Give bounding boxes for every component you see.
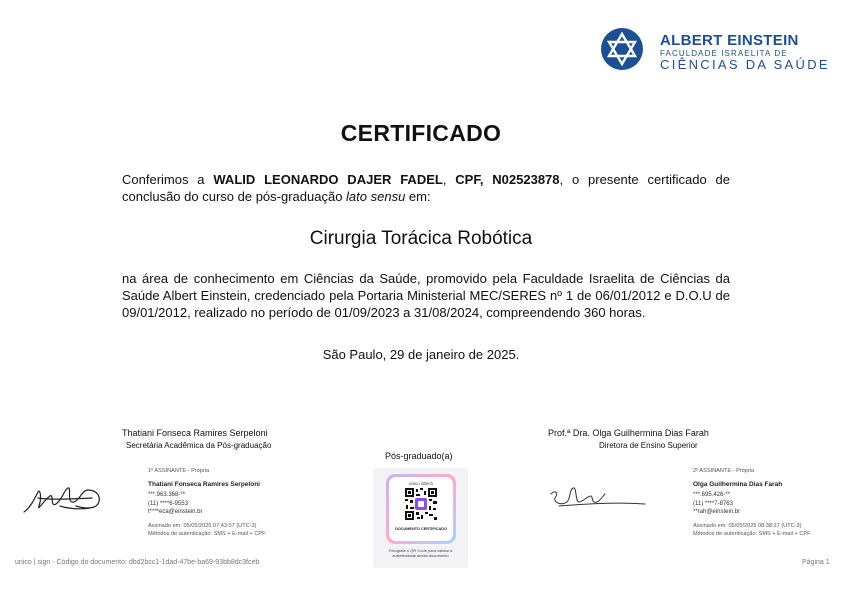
logo-line-3: CIÊNCIAS DA SAÚDE xyxy=(660,57,830,72)
left-handwritten-signature xyxy=(20,478,112,520)
page-number: Página 1 xyxy=(802,559,830,566)
left-signer-header: 1º ASSINANTE - Própria xyxy=(148,468,210,474)
graduate-label: Pós-graduado(a) xyxy=(385,451,453,461)
right-signer-name: Olga Guilhermina Dias Farah xyxy=(693,481,783,488)
left-signer-methods: Métodos de autenticação: SMS + E-mail + CPF xyxy=(148,531,266,537)
intro-prefix: Conferimos a xyxy=(122,172,214,187)
graduate-cpf: CPF, N02523878 xyxy=(455,172,560,187)
intro-italic: lato sensu xyxy=(346,189,406,204)
left-signatory-name: Thatiani Fonseca Ramires Serpeloni xyxy=(122,428,268,438)
qr-code-icon xyxy=(405,488,437,520)
intro-suffix: em: xyxy=(405,189,431,204)
qr-validation-card[interactable] xyxy=(373,468,468,568)
left-signatory-role: Secretária Acadêmica da Pós-graduação xyxy=(126,441,272,450)
left-signer-name: Thatiani Fonseca Ramires Serpeloni xyxy=(148,481,260,488)
left-signer-email: t****eca@einstein.br xyxy=(148,509,203,515)
document-code: unico | sign - Código do documento: dbd2bcc1-1dad-47be-ba69-93bb8dc3fceb xyxy=(15,559,260,566)
qr-frame xyxy=(386,474,456,544)
intro-sep: , xyxy=(442,172,456,187)
course-name: Cirurgia Torácica Robótica xyxy=(309,228,533,249)
left-signer-phone: (11) ****6-9553 xyxy=(148,501,188,507)
left-signer-cpf: ***.963.368-** xyxy=(148,492,186,498)
issue-date: São Paulo, 29 de janeiro de 2025. xyxy=(322,347,520,362)
qr-caption: Fotografe o QR Code para validar a autenticidade desse documento xyxy=(388,548,453,558)
right-signer-email: **rah@einstein.br xyxy=(693,509,741,515)
right-signer-phone: (11) ****7-8763 xyxy=(693,501,733,507)
qr-brand: unico idtech xyxy=(408,481,434,486)
graduate-name: WALID LEONARDO DAJER FADEL xyxy=(213,172,443,187)
intro-paragraph xyxy=(122,171,730,205)
right-signer-header: 2º ASSINANTE - Própria xyxy=(693,468,755,474)
logo-line-1: ALBERT EINSTEIN xyxy=(660,32,799,49)
logo-line-2: FACULDADE ISRAELITA DE xyxy=(660,49,788,58)
right-signatory-role: Diretora de Ensino Superior xyxy=(599,441,698,450)
qr-frame-inner xyxy=(389,477,453,541)
institution-logo xyxy=(600,27,830,77)
body-paragraph: na área de conhecimento em Ciências da Saúde, promovido pela Faculdade Israelita de Ciências da Saúde Albert Einstein, credenciado pela Portaria Ministerial MEC/SERES nº 1 de 06/01/2012 e D.O.U de 09/01/2012, realizado no período de 01/09/2023 a 31/08/2024, compreendendo 360 horas. xyxy=(122,271,730,320)
certificate-title: CERTIFICADO xyxy=(340,120,502,146)
right-signer-signed-at: Assinado em: 05/05/2025 08:38:27 (UTC-3) xyxy=(693,523,802,529)
intro-middle: , o presente certificado de conclusão do curso de pós-graduação xyxy=(122,172,730,204)
left-signer-signed-at: Assinado em: 05/05/2025 07:43:07 (UTC-3) xyxy=(148,523,257,529)
right-signer-methods: Métodos de autenticação: SMS + E-mail + CPF xyxy=(693,531,811,537)
right-signatory-name: Prof.ª Dra. Olga Guilhermina Dias Farah xyxy=(548,428,709,438)
qr-badge: DOCUMENTO CERTIFICADO xyxy=(395,527,447,531)
right-handwritten-signature xyxy=(545,482,650,518)
right-signer-cpf: ***.695.426-** xyxy=(693,492,731,498)
star-of-david-logo-icon xyxy=(600,27,644,71)
